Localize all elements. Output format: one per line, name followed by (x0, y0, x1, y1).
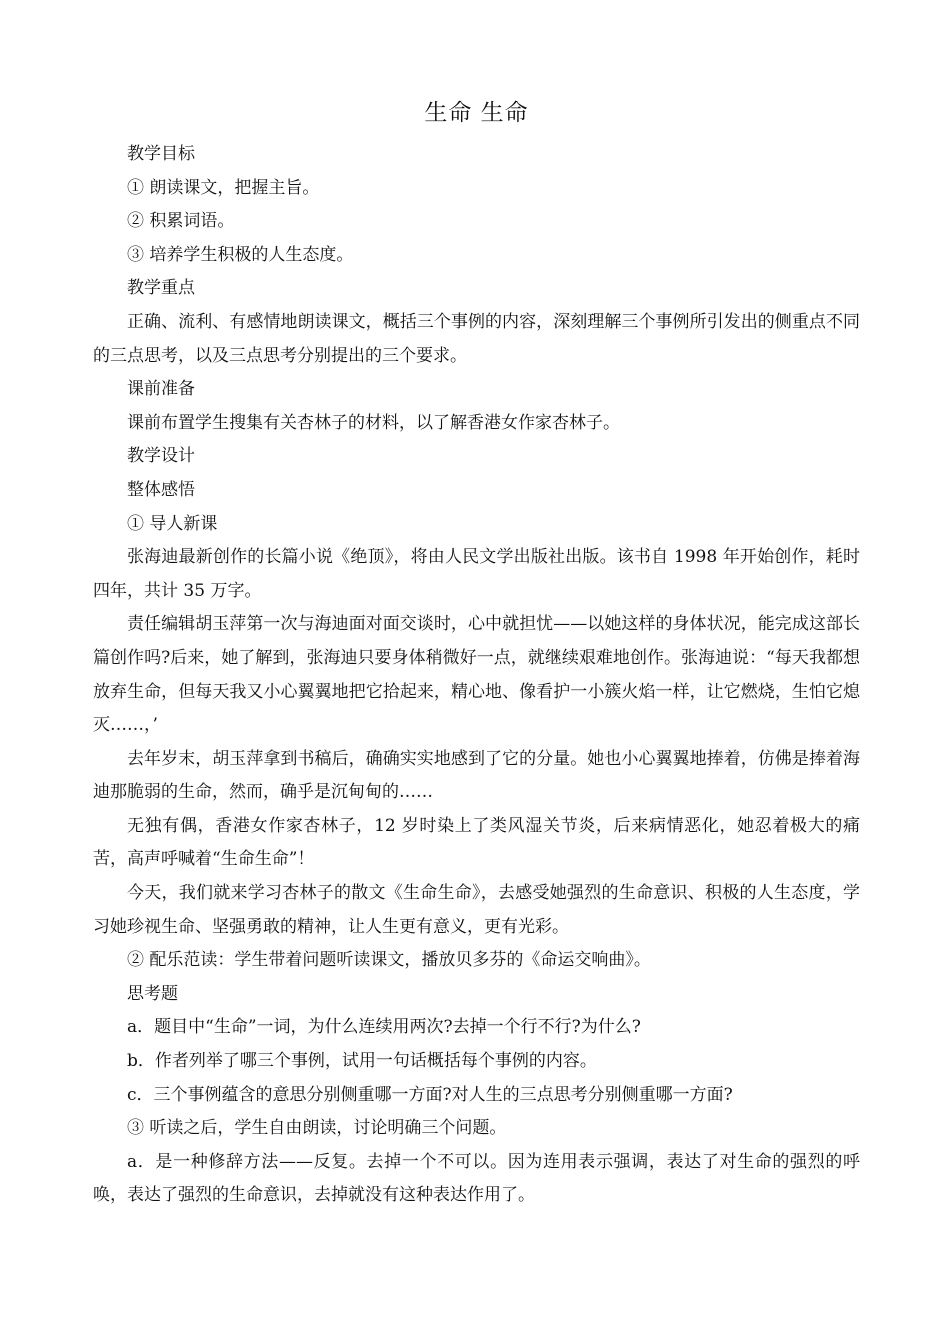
paragraph: 教学设计 (127, 446, 195, 467)
paragraph: ② 积累词语。 (127, 211, 235, 232)
paragraph: a．题目中“生命”一词，为什么连续用两次?去掉一个行不行?为什么? (127, 1017, 641, 1038)
paragraph: 思考题 (127, 983, 178, 1004)
paragraph: ① 导人新课 (127, 513, 218, 534)
paragraph: 张海迪最新创作的长篇小说《绝顶》，将由人民文学出版社出版。该书自 1998 年开始创作，耗时四年，共计 35 万字。 (93, 547, 860, 601)
document-title: 生命 生命 (424, 100, 529, 126)
paragraph: 课前布置学生搜集有关杏林子的材料，以了解香港女作家杏林子。 (127, 412, 620, 433)
paragraph: 教学重点 (127, 278, 195, 299)
paragraph: ① 朗读课文，把握主旨。 (127, 177, 320, 198)
paragraph: 无独有偶，香港女作家杏林子，12 岁时染上了类风湿关节炎，后来病情恶化，她忍着极大的痛苦，高声呼喊着“生命生命”！ (93, 815, 860, 870)
paragraph: ② 配乐范读：学生带着问题听读课文，播放贝多芬的《命运交响曲》。 (127, 950, 651, 971)
paragraph: 整体感悟 (127, 479, 195, 500)
paragraph: ③ 听读之后，学生自由朗读，讨论明确三个问题。 (127, 1118, 507, 1139)
paragraph: 责任编辑胡玉萍第一次与海迪面对面交谈时，心中就担忧——以她这样的身体状况，能完成这部长篇创作吗?后来，她了解到，张海迪只要身体稍微好一点，就继续艰难地创作。张海迪说：“每天我都想放弃生命，但每天我又小心翼翼地把它拾起来，精心地、像看护一小簇火焰一样，让它燃烧，生怕它熄灭……，’ (93, 614, 860, 736)
paragraph: 课前准备 (127, 379, 195, 400)
paragraph: b．作者列举了哪三个事例，试用一句话概括每个事例的内容。 (127, 1051, 597, 1072)
document-page (93, 88, 860, 1213)
paragraph: 教学目标 (127, 144, 195, 164)
paragraph: a．是一种修辞方法——反复。去掉一个不可以。因为连用表示强调，表达了对生命的强烈的呼唤，表达了强烈的生命意识，去掉就没有这种表达作用了。 (93, 1151, 860, 1206)
paragraph: 正确、流利、有感情地朗读课文，概括三个事例的内容，深刻理解三个事例所引发出的侧重点不同的三点思考，以及三点思考分别提出的三个要求。 (93, 311, 860, 366)
paragraph: c．三个事例蕴含的意思分别侧重哪一方面?对人生的三点思考分别侧重哪一方面? (127, 1084, 733, 1105)
paragraph: 今天，我们就来学习杏林子的散文《生命生命》，去感受她强烈的生命意识、积极的人生态度，学习她珍视生命、坚强勇敢的精神，让人生更有意义，更有光彩。 (93, 883, 860, 937)
paragraph: 去年岁末，胡玉萍拿到书稿后，确确实实地感到了它的分量。她也小心翼翼地捧着，仿佛是捧着海迪那脆弱的生命，然而，确乎是沉甸甸的…… (93, 748, 860, 803)
paragraph: ③ 培养学生积极的人生态度。 (127, 244, 354, 265)
